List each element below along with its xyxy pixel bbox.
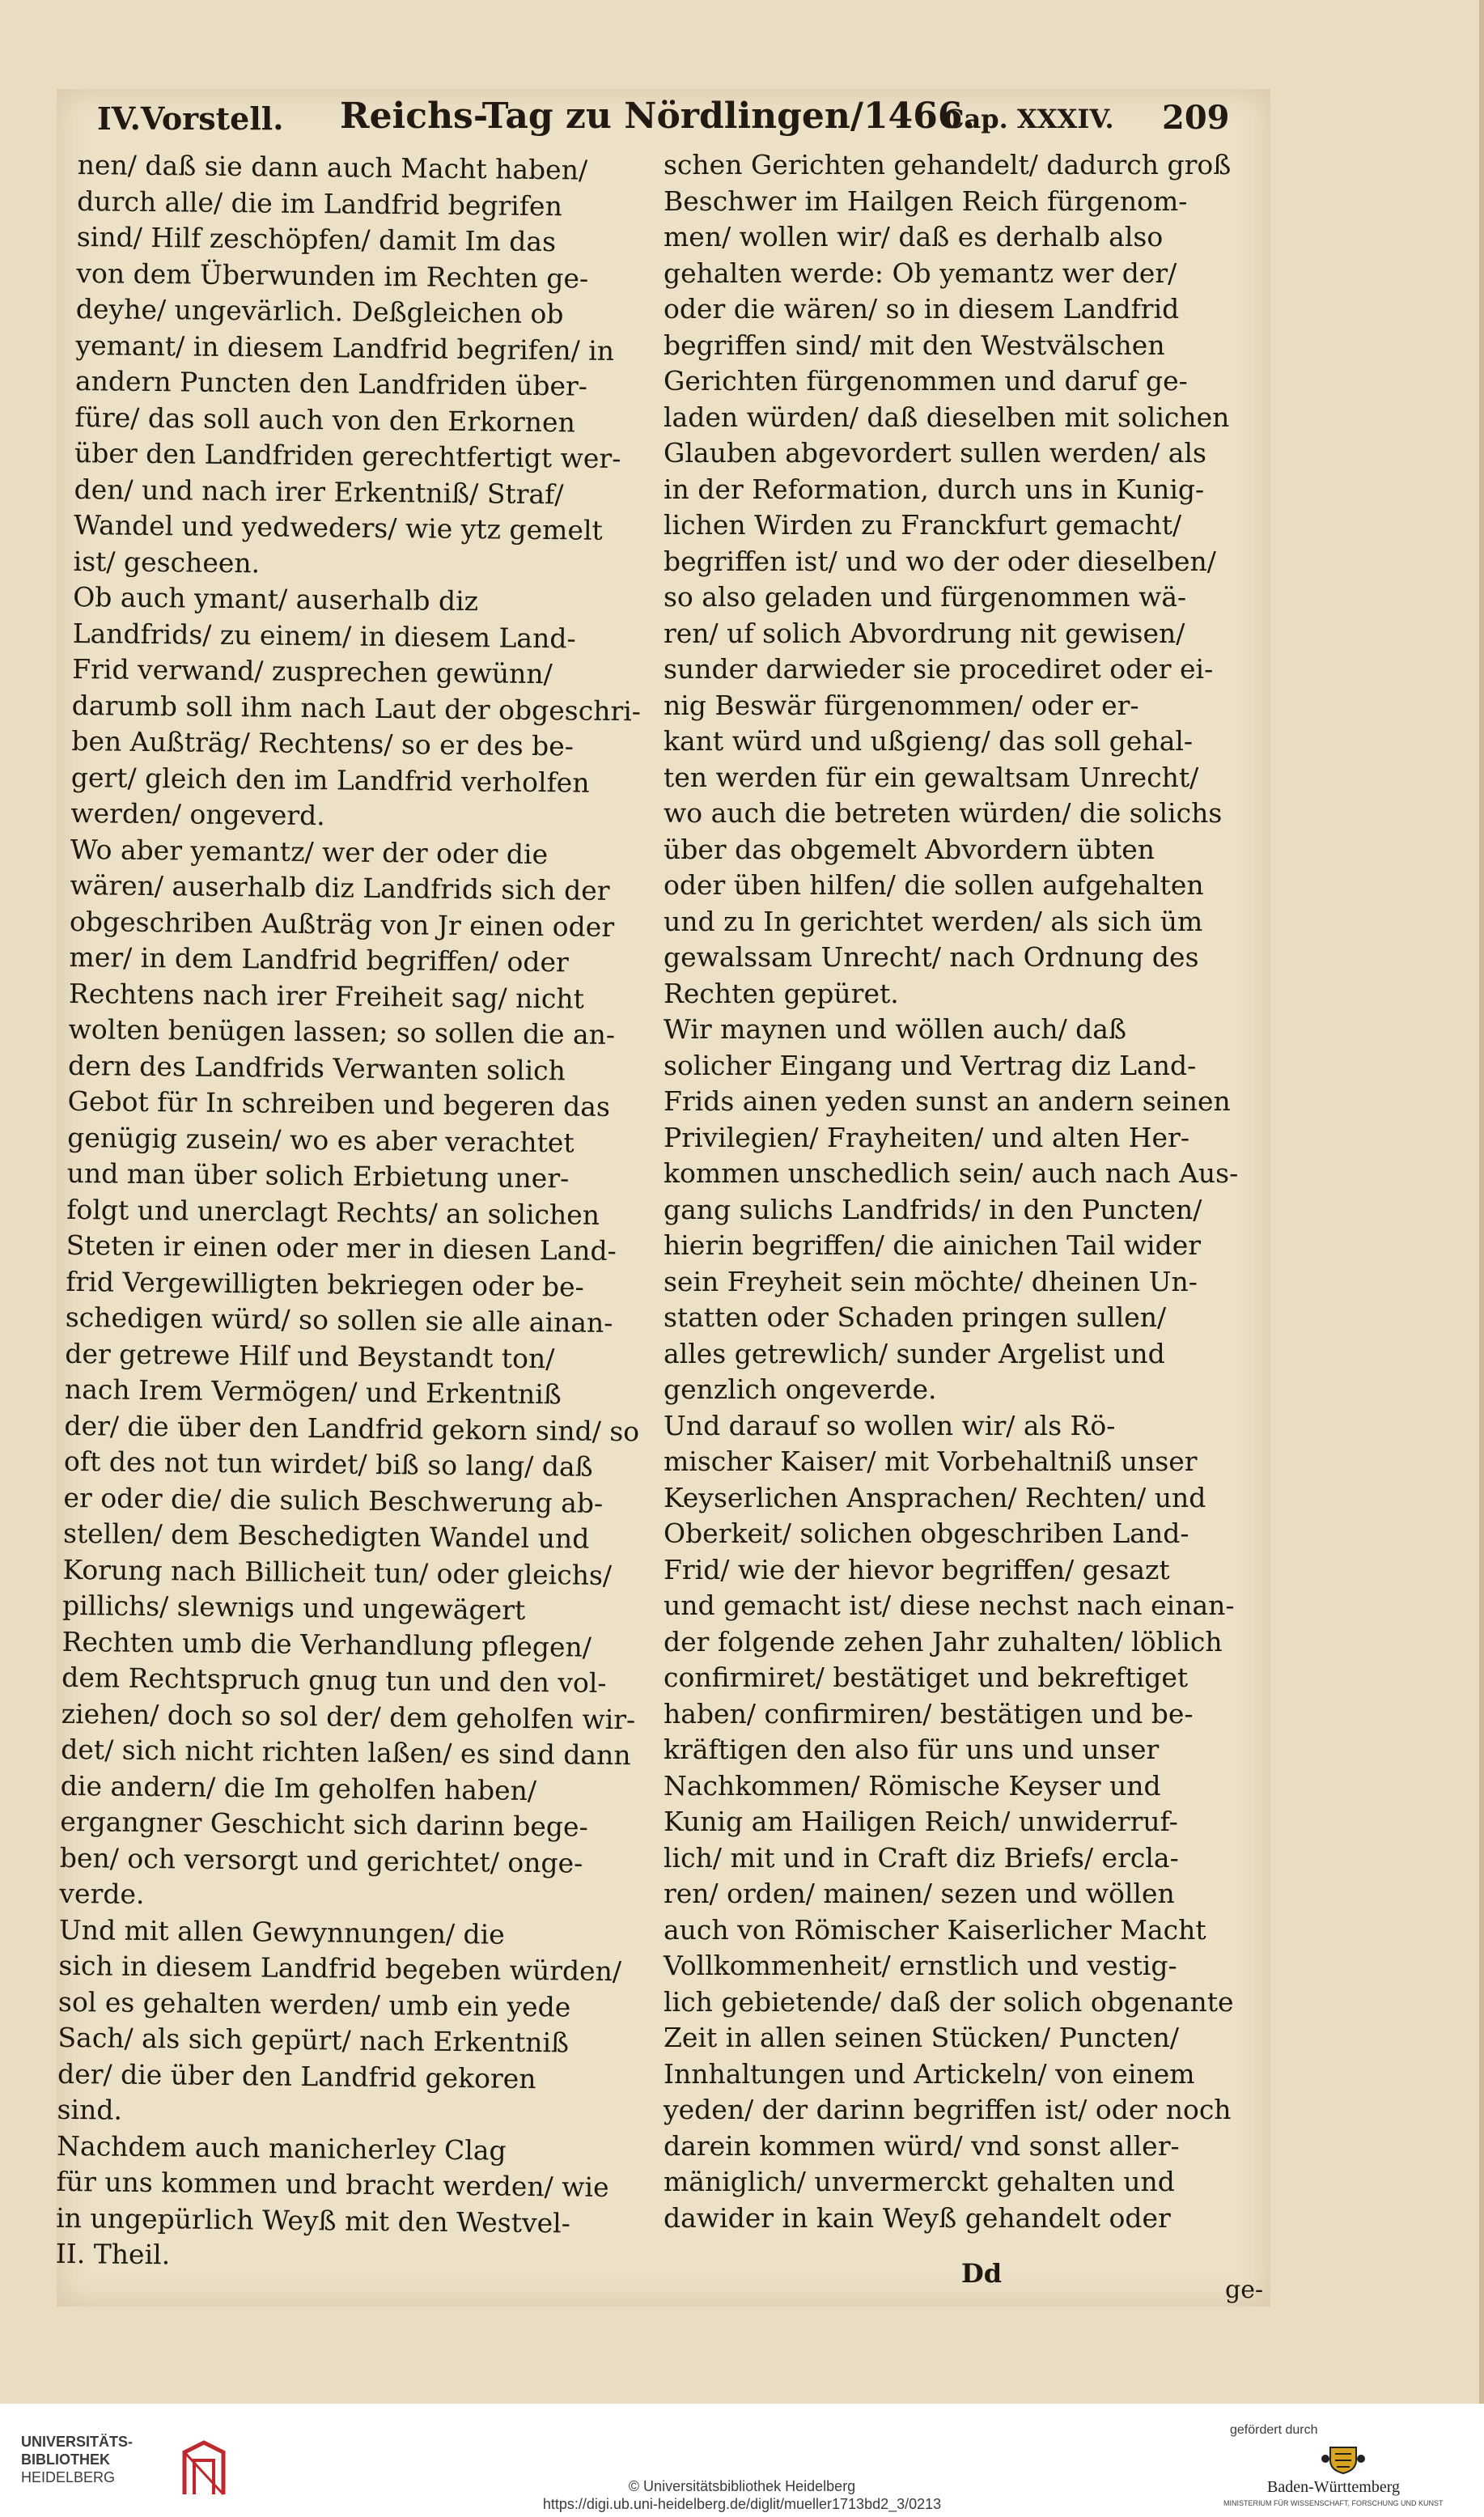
right-column-line: Beschwer im Hailgen Reich fürgenom- <box>664 185 1188 217</box>
right-column-line: Rechten gepüret. <box>664 977 899 1009</box>
library-name-line1: UNIVERSITÄTS- <box>21 2434 134 2450</box>
funded-by-label: gefördert durch <box>1230 2423 1318 2437</box>
left-column-line: von dem Überwunden im Rechten ge- <box>76 257 589 295</box>
left-column-line: ben/ och versorgt und gerichtet/ onge- <box>59 1841 583 1879</box>
right-column-line: Frids ainen yeden sunst an andern seinen <box>664 1085 1231 1117</box>
right-column-line: kant würd und ußgieng/ das soll gehal- <box>664 725 1194 757</box>
right-column-line: Glauben abgevordert sullen werden/ als <box>664 437 1206 469</box>
ministry-name: MINISTERIUM FÜR WISSENSCHAFT, FORSCHUNG UND KUNST <box>1223 2499 1444 2507</box>
left-column-line: Rechtens nach irer Freiheit sag/ nicht <box>68 977 585 1015</box>
left-column-line: Sach/ als sich gepürt/ nach Erkentniß <box>57 2021 570 2059</box>
left-column-line: ben Außträg/ Rechtens/ so er des be- <box>71 724 575 762</box>
right-column-line: Privilegien/ Frayheiten/ und alten Her- <box>664 1121 1189 1153</box>
right-column-line: statten oder Schaden pringen sullen/ <box>664 1301 1167 1333</box>
right-column-line: Innhaltungen und Artickeln/ von einem <box>664 2057 1195 2090</box>
right-column-line: Frid/ wie der hievor begriffen/ gesazt <box>664 1553 1170 1585</box>
left-column-line: gert/ gleich den im Landfrid verholfen <box>70 761 590 799</box>
right-column-line: wo auch die betreten würden/ die solichs <box>664 797 1223 829</box>
right-column-line: Nachkommen/ Römische Keyser und <box>664 1769 1161 1802</box>
library-name-line2: BIBLIOTHEK <box>21 2451 110 2468</box>
left-column-line: andern Puncten den Landfriden über- <box>74 364 588 402</box>
right-column-line: Gerichten fürgenommen und daruf ge- <box>664 365 1188 397</box>
left-column-line: sind. <box>57 2093 123 2126</box>
left-column-line: ziehen/ doch so sol der/ dem geholfen wir- <box>61 1697 636 1735</box>
left-column-line: wolten benügen lassen; so sollen die an- <box>68 1012 616 1051</box>
left-column-line: füre/ das soll auch von den Erkornen <box>74 401 576 438</box>
right-column-line: genzlich ongeverde. <box>664 1373 937 1405</box>
right-column-line: men/ wollen wir/ daß es derhalb also <box>664 221 1164 253</box>
library-name-line3: HEIDELBERG <box>21 2469 116 2485</box>
right-column-line: hierin begriffen/ die ainichen Tail wider <box>664 1229 1202 1261</box>
right-column-line: dawider in kain Weyß gehandelt oder <box>664 2201 1171 2234</box>
right-column-line: der folgende zehen Jahr zuhalten/ löblich <box>664 1625 1223 1657</box>
right-column-line: Vollkommenheit/ ernstlich und vestig- <box>664 1950 1177 1981</box>
left-column-line: dem Rechtspruch gnug tun und den vol- <box>61 1661 607 1699</box>
left-column-line: stellen/ dem Beschedigten Wandel und <box>62 1517 590 1555</box>
left-column-line: Steten ir einen oder mer in diesen Land- <box>66 1229 617 1267</box>
right-column-line: sein Freyheit sein möchte/ dheinen Un- <box>664 1265 1198 1297</box>
right-column-line: Keyserlichen Ansprachen/ Rechten/ und <box>664 1481 1206 1513</box>
left-column-line: pillichs/ slewnigs und ungewägert <box>61 1589 526 1626</box>
page-number: 209 <box>1162 99 1230 137</box>
left-column-line: oft des not tun wirdet/ biß so lang/ daß <box>63 1445 593 1483</box>
left-column-line: für uns kommen und bracht werden/ wie <box>56 2165 609 2204</box>
left-column-line: und man über solich Erbietung uner- <box>66 1157 570 1195</box>
copyright-notice: © Universitätsbibliothek Heidelberg <box>628 2478 856 2494</box>
left-column-line: werden/ ongeverd. <box>70 796 325 832</box>
right-column-line: ten werden für ein gewaltsam Unrecht/ <box>664 761 1199 793</box>
right-column-line: schen Gerichten gehandelt/ dadurch groß <box>664 149 1232 180</box>
right-column-line: sunder darwieder sie procediret oder ei- <box>664 653 1214 685</box>
left-column-line: ergangner Geschicht sich darinn bege- <box>60 1805 588 1843</box>
right-column-line: ren/ uf solich Abvordrung nit gewisen/ <box>664 617 1185 649</box>
left-column-line: sich in diesem Landfrid begeben würden/ <box>58 1949 622 1988</box>
right-column-line: gang sulichs Landfrids/ in den Puncten/ <box>664 1193 1202 1225</box>
right-column-line: laden würden/ daß dieselben mit solichen <box>664 401 1230 433</box>
left-column-line: Rechten umb die Verhandlung pflegen/ <box>61 1625 592 1663</box>
left-column-line: der getrewe Hilf und Beystandt ton/ <box>65 1337 555 1374</box>
right-column-line: gewalssam Unrecht/ nach Ordnung des <box>664 941 1199 973</box>
left-column-line: Frid verwand/ zusprechen gewünn/ <box>72 652 553 690</box>
left-column-line: über den Landfriden gerechtfertigt wer- <box>74 436 621 475</box>
left-column-line: frid Vergewilligten bekriegen oder be- <box>66 1265 585 1303</box>
right-column-line: kräftigen den also für uns und unser <box>664 1734 1160 1765</box>
right-column-line: in der Reformation, durch uns in Kunig- <box>664 473 1205 505</box>
left-text-column <box>56 147 660 2278</box>
viewer-footer <box>0 2404 1484 2517</box>
right-column-line: alles getrewlich/ sunder Argelist und <box>664 1337 1165 1369</box>
left-column-line: Nachdem auch manicherley Clag <box>56 2129 507 2167</box>
left-column-line: Ob auch ymant/ auserhalb diz <box>72 580 479 618</box>
left-column-line: mer/ in dem Landfrid begriffen/ oder <box>69 940 570 978</box>
left-column-line: det/ sich nicht richten laßen/ es sind dann <box>61 1733 631 1772</box>
left-column-line: Gebot für In schreiben und begeren das <box>67 1084 611 1123</box>
left-column-line: dern des Landfrids Verwanten solich <box>67 1049 566 1086</box>
catchword: ge- <box>1225 2276 1264 2304</box>
right-column-line: Kunig am Hailigen Reich/ unwiderruf- <box>664 1806 1178 1837</box>
right-column-line: Und darauf so wollen wir/ als Rö- <box>664 1409 1116 1441</box>
left-column-line: sind/ Hilf zeschöpfen/ damit Im das <box>76 220 557 258</box>
right-column-line: nig Beswär fürgenommen/ oder er- <box>664 689 1139 721</box>
right-column-line: lich/ mit und in Craft diz Briefs/ ercla- <box>664 1841 1179 1874</box>
left-column-line: Korung nach Billicheit tun/ oder gleichs/ <box>62 1553 613 1591</box>
left-column-line: in ungepürlich Weyß mit den Westvel- <box>56 2201 571 2239</box>
right-column-line: begriffen ist/ und wo der oder dieselben/ <box>664 545 1216 577</box>
right-column-line: auch von Römischer Kaiserlicher Macht <box>664 1913 1206 1946</box>
left-column-line: Landfrids/ zu einem/ in diesem Land- <box>72 617 576 654</box>
right-column-line: Zeit in allen seinen Stücken/ Puncten/ <box>664 2022 1180 2053</box>
chapter-label: Cap. XXXIV. <box>943 104 1114 134</box>
right-column-line: Oberkeit/ solichen obgeschriben Land- <box>664 1517 1189 1549</box>
left-column-line: darumb soll ihm nach Laut der obgeschri- <box>71 689 642 727</box>
left-column-line: obgeschriben Außträg von Jr einen oder <box>69 905 615 943</box>
left-column-line: schedigen würd/ so sollen sie alle ainan- <box>65 1301 613 1339</box>
left-column-line: yemant/ in diesem Landfrid begrifen/ in <box>75 329 615 367</box>
left-column-line: der/ die über den Landfrid gekorn sind/ so <box>64 1409 640 1447</box>
right-column-line: und gemacht ist/ diese nechst nach einan- <box>664 1590 1235 1621</box>
left-column-line: nach Irem Vermögen/ und Erkentniß <box>64 1373 562 1411</box>
right-column-line: haben/ confirmiren/ bestätigen und be- <box>664 1697 1194 1730</box>
left-column-line: II. Theil. <box>55 2237 171 2271</box>
permalink[interactable]: https://digi.ub.uni-heidelberg.de/diglit/mueller1713bd2_3/0213 <box>542 2496 942 2512</box>
running-head <box>81 96 1230 144</box>
signature-mark: Dd <box>961 2258 1003 2289</box>
right-column-line: solicher Eingang und Vertrag diz Land- <box>664 1049 1197 1081</box>
right-column-line: ren/ orden/ mainen/ sezen und wöllen <box>664 1878 1175 1909</box>
left-column-line: folgt und unerclagt Rechts/ an solichen <box>66 1193 600 1231</box>
left-column-line: Und mit allen Gewynnungen/ die <box>58 1913 505 1950</box>
left-column-line: ist/ gescheen. <box>73 545 261 579</box>
page-title: Reichs-Tag zu Nördlingen/1466. <box>340 96 975 137</box>
left-column-line: sol es gehalten werden/ umb ein yede <box>57 1985 571 2023</box>
left-column-line: er oder die/ die sulich Beschwerung ab- <box>63 1481 604 1519</box>
left-column-line: verde. <box>59 1877 145 1910</box>
left-column-line: nen/ daß sie dann auch Macht haben/ <box>77 148 588 186</box>
right-column-line: confirmiret/ bestätiget und bekreftiget <box>664 1662 1189 1693</box>
right-text-column <box>664 147 1262 2236</box>
baden-wuerttemberg-crest-icon <box>1319 2443 1367 2475</box>
right-column-line: Wir maynen und wöllen auch/ daß <box>664 1013 1127 1045</box>
left-column-line: wären/ auserhalb diz Landfrids sich der <box>70 868 610 906</box>
left-column-line: die andern/ die Im geholfen haben/ <box>60 1769 537 1806</box>
right-column-line: darein kommen würd/ vnd sonst aller- <box>664 2129 1180 2162</box>
state-name: Baden-Württemberg <box>1267 2478 1401 2496</box>
right-column-line: und zu In gerichtet werden/ als sich üm <box>664 905 1203 937</box>
right-column-line: über das obgemelt Abvordern übten <box>664 833 1155 865</box>
right-column-line: oder die wären/ so in diesem Landfrid <box>664 293 1180 325</box>
left-column-line: durch alle/ die im Landfrid begrifen <box>77 185 563 222</box>
right-column-line: oder üben hilfen/ die sollen aufgehalten <box>664 869 1204 901</box>
right-column-line: gehalten werde: Ob yemantz wer der/ <box>664 257 1177 289</box>
left-column-line: deyhe/ ungevärlich. Deßgleichen ob <box>75 292 564 330</box>
right-column-line: so also geladen und fürgenommen wä- <box>664 581 1187 613</box>
right-column-line: lichen Wirden zu Franckfurt gemacht/ <box>664 509 1182 541</box>
right-column-line: kommen unschedlich sein/ auch nach Aus- <box>664 1157 1239 1189</box>
section-label: IV.Vorstell. <box>97 100 284 137</box>
left-column-line: genügig zusein/ wo es aber verachtet <box>66 1121 575 1158</box>
left-column-line: Wandel und yedweders/ wie ytz gemelt <box>73 508 604 546</box>
left-column-line: den/ und nach irer Erkentniß/ Straf/ <box>74 473 564 510</box>
right-column-line: begriffen sind/ mit den Westvälschen <box>664 329 1165 361</box>
right-column-line: mischer Kaiser/ mit Vorbehaltniß unser <box>664 1445 1198 1477</box>
right-column-line: lich gebietende/ daß der solich obgenante <box>664 1985 1234 2018</box>
left-column-line: Wo aber yemantz/ wer der oder die <box>70 833 549 870</box>
right-column-line: mäniglich/ unvermerckt gehalten und <box>664 2166 1175 2197</box>
right-column-line: yeden/ der darinn begriffen ist/ oder noch <box>664 2094 1232 2125</box>
left-column-line: der/ die über den Landfrid gekoren <box>57 2057 536 2095</box>
